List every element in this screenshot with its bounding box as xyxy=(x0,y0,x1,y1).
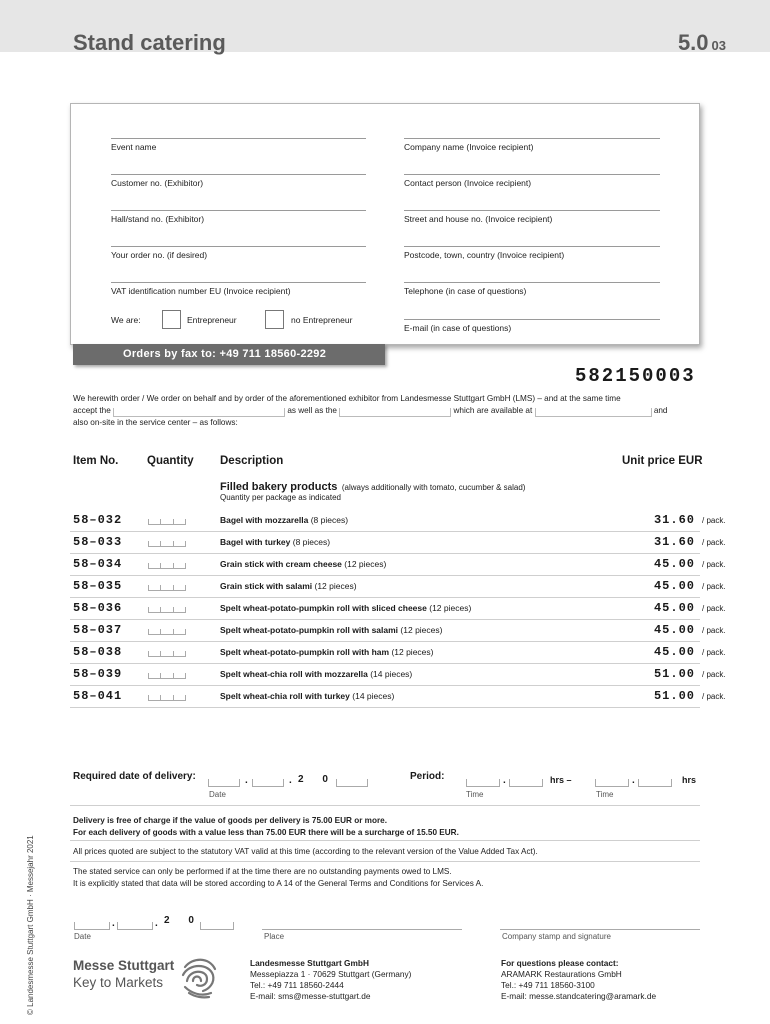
quantity-tick xyxy=(185,585,186,590)
place-line[interactable] xyxy=(262,929,462,930)
product-name: Grain stick with cream cheese xyxy=(220,559,342,569)
vat-note: All prices quoted are subject to the statutory VAT valid at this time (according to the relevant version of the Value Added Tax Act). xyxy=(73,847,538,856)
product-description xyxy=(220,537,330,547)
field-label: Hall/stand no. (Exhibitor) xyxy=(111,214,205,224)
price-unit: / pack. xyxy=(702,538,726,547)
intro-paragraph xyxy=(73,393,703,429)
row-divider xyxy=(70,531,700,532)
section-number xyxy=(678,30,726,56)
price-unit: / pack. xyxy=(702,648,726,657)
fax-text: Orders by fax to: +49 711 18560-2292 xyxy=(123,348,327,360)
stamp-line[interactable] xyxy=(500,929,700,930)
field-customer-no[interactable] xyxy=(111,174,366,188)
field-telephone[interactable] xyxy=(404,282,660,296)
company-email[interactable]: E-mail: sms@messe-stuttgart.de xyxy=(250,991,371,1001)
quantity-tick xyxy=(185,629,186,634)
field-contact-person[interactable] xyxy=(404,174,660,188)
quantity-tick xyxy=(148,541,149,546)
group-sub: Quantity per package as indicated xyxy=(220,493,341,502)
quantity-tick xyxy=(160,519,161,524)
quantity-tick xyxy=(148,651,149,656)
quantity-input[interactable] xyxy=(148,518,186,525)
field-label: Postcode, town, country (Invoice recipient) xyxy=(404,250,565,260)
as-well-text: as well as the xyxy=(287,406,337,415)
questions-tel: Tel.: +49 711 18560-3100 xyxy=(501,980,595,990)
place-label: Place xyxy=(264,932,285,941)
col-quantity: Quantity xyxy=(147,455,194,467)
signature-year-prefix: 2 0 xyxy=(164,915,202,926)
section-main: 5.0 xyxy=(677,30,709,55)
terms-blank-1[interactable] xyxy=(113,408,285,417)
price-unit: / pack. xyxy=(702,670,726,679)
quantity-tick xyxy=(148,695,149,700)
field-street[interactable] xyxy=(404,210,660,224)
accept-text: accept the xyxy=(73,406,111,415)
item-number: 58–033 xyxy=(73,535,123,549)
delivery-day-input[interactable] xyxy=(208,779,240,787)
product-pieces: (12 pieces) xyxy=(314,581,357,591)
product-pieces: (14 pieces) xyxy=(370,669,413,679)
col-unit-price: Unit price EUR xyxy=(622,455,703,467)
col-item-no: Item No. xyxy=(73,455,119,467)
divider xyxy=(70,861,700,862)
delivery-date-label: Required date of delivery: xyxy=(73,771,196,782)
quantity-tick xyxy=(160,607,161,612)
service-note xyxy=(73,866,483,890)
quantity-input[interactable] xyxy=(148,650,186,657)
field-postcode[interactable] xyxy=(404,246,660,260)
quantity-tick xyxy=(148,673,149,678)
service-line-2: It is explicitly stated that data will be stored according to A 14 of the General Terms and Conditions for Services A. xyxy=(73,879,484,888)
period-label: Period: xyxy=(410,771,445,782)
price-unit: / pack. xyxy=(702,626,726,635)
date-label: Date xyxy=(209,790,226,799)
item-number: 58–032 xyxy=(73,513,123,527)
quantity-tick xyxy=(148,629,149,634)
quantity-tick xyxy=(160,541,161,546)
page-title: Stand catering xyxy=(73,30,226,55)
row-divider xyxy=(70,597,700,598)
price-unit: / pack. xyxy=(702,692,726,701)
price-unit: / pack. xyxy=(702,516,726,525)
company-addr: Messepiazza 1 · 70629 Stuttgart (Germany) xyxy=(250,969,412,979)
product-description xyxy=(220,625,442,635)
unit-price: 45.00 xyxy=(653,623,695,637)
unit-price: 51.00 xyxy=(653,689,695,703)
period-start-min[interactable] xyxy=(509,779,543,787)
product-name: Bagel with mozzarella xyxy=(220,515,309,525)
signature-year-input[interactable] xyxy=(200,922,234,930)
row-divider xyxy=(70,619,700,620)
unit-price: 51.00 xyxy=(653,667,695,681)
questions-email[interactable]: E-mail: messe.standcatering@aramark.de xyxy=(501,991,657,1001)
service-line-1: The stated service can only be performed if at the time there are no outstanding payments owed to LMS. xyxy=(73,867,452,876)
quantity-tick xyxy=(185,519,186,524)
field-label: Contact person (Invoice recipient) xyxy=(404,178,532,188)
intro-line-2 xyxy=(73,405,703,417)
quantity-tick xyxy=(185,695,186,700)
product-description xyxy=(220,669,412,679)
unit-price: 45.00 xyxy=(653,557,695,571)
unit-price: 31.60 xyxy=(653,513,695,527)
signature-month-input[interactable] xyxy=(117,922,153,930)
item-number: 58–041 xyxy=(73,689,123,703)
section-sub: 03 xyxy=(711,38,726,53)
field-vat-id[interactable] xyxy=(111,282,366,296)
product-name: Bagel with turkey xyxy=(220,537,291,547)
product-name: Grain stick with salami xyxy=(220,581,313,591)
company-address xyxy=(250,958,411,1002)
group-note: (always additionally with tomato, cucumber & salad) xyxy=(341,483,526,492)
quantity-input[interactable] xyxy=(148,584,186,591)
field-company-name[interactable] xyxy=(404,138,660,152)
divider xyxy=(70,805,700,806)
hrs-dash: hrs – xyxy=(550,775,572,785)
divider xyxy=(70,840,700,841)
field-email[interactable] xyxy=(404,319,660,333)
field-label: Telephone (in case of questions) xyxy=(404,286,527,296)
quantity-tick xyxy=(148,563,149,568)
quantity-tick xyxy=(160,695,161,700)
company-tel: Tel.: +49 711 18560-2444 xyxy=(250,980,344,990)
product-description xyxy=(220,691,394,701)
questions-company: ARAMARK Restaurations GmbH xyxy=(501,969,622,979)
field-label: Your order no. (if desired) xyxy=(111,250,208,260)
item-number: 58–035 xyxy=(73,579,123,593)
delivery-year-prefix: 2 0 xyxy=(298,774,336,785)
entrepreneur-checkbox[interactable] xyxy=(162,310,181,329)
col-description: Description xyxy=(220,455,284,467)
quantity-tick xyxy=(160,673,161,678)
item-number: 58–036 xyxy=(73,601,123,615)
product-pieces: (12 pieces) xyxy=(429,603,472,613)
no-entrepreneur-label: no Entrepreneur xyxy=(291,315,353,325)
item-number: 58–038 xyxy=(73,645,123,659)
terms-blank-3[interactable] xyxy=(535,408,652,417)
product-name: Spelt wheat-potato-pumpkin roll with salami xyxy=(220,625,399,635)
quantity-tick xyxy=(173,585,174,590)
field-label: Customer no. (Exhibitor) xyxy=(111,178,204,188)
and-text: and xyxy=(653,406,668,415)
product-name: Spelt wheat-potato-pumpkin roll with ham xyxy=(220,647,390,657)
available-text: which are available at xyxy=(453,406,533,415)
no-entrepreneur-checkbox[interactable] xyxy=(265,310,284,329)
unit-price: 45.00 xyxy=(653,601,695,615)
quantity-tick xyxy=(173,673,174,678)
intro-line-3: also on-site in the service center – as follows: xyxy=(73,418,238,427)
row-divider xyxy=(70,707,700,708)
period-start-hour[interactable] xyxy=(466,779,500,787)
row-divider xyxy=(70,685,700,686)
product-description xyxy=(220,581,357,591)
field-label: Company name (Invoice recipient) xyxy=(404,142,534,152)
we-are-label: We are: xyxy=(111,315,141,325)
unit-price: 45.00 xyxy=(653,579,695,593)
product-description xyxy=(220,647,434,657)
quantity-input[interactable] xyxy=(148,694,186,701)
product-name: Spelt wheat-chia roll with turkey xyxy=(220,691,350,701)
form-number: 582150003 xyxy=(575,365,696,387)
quantity-tick xyxy=(148,607,149,612)
brand-logo-text xyxy=(73,958,174,990)
quantity-tick xyxy=(173,629,174,634)
field-label: Street and house no. (Invoice recipient) xyxy=(404,214,553,224)
time-label-end: Time xyxy=(596,790,614,799)
unit-price: 45.00 xyxy=(653,645,695,659)
quantity-input[interactable] xyxy=(148,540,186,547)
row-divider xyxy=(70,663,700,664)
questions-contact xyxy=(501,958,656,1002)
product-pieces: (8 pieces) xyxy=(310,515,349,525)
company-name: Landesmesse Stuttgart GmbH xyxy=(250,958,369,968)
quantity-tick xyxy=(185,651,186,656)
entrepreneur-label: Entrepreneur xyxy=(187,315,237,325)
product-description xyxy=(220,603,471,613)
field-label: E-mail (in case of questions) xyxy=(404,323,512,333)
quantity-tick xyxy=(173,541,174,546)
quantity-tick xyxy=(160,629,161,634)
product-description xyxy=(220,515,348,525)
brand-tagline: Key to Markets xyxy=(73,975,164,990)
quantity-input[interactable] xyxy=(148,562,186,569)
period-end-min[interactable] xyxy=(638,779,672,787)
field-label: Event name xyxy=(111,142,157,152)
stamp-label: Company stamp and signature xyxy=(502,932,611,941)
quantity-tick xyxy=(185,541,186,546)
delivery-year-input[interactable] xyxy=(336,779,368,787)
quantity-tick xyxy=(185,607,186,612)
quantity-tick xyxy=(185,673,186,678)
period-end-hour[interactable] xyxy=(595,779,629,787)
fingerprint-logo-icon xyxy=(179,955,219,999)
quantity-input[interactable] xyxy=(148,606,186,613)
item-number: 58–039 xyxy=(73,667,123,681)
field-hall-stand[interactable] xyxy=(111,210,366,224)
delivery-note xyxy=(73,815,459,839)
product-pieces: (14 pieces) xyxy=(352,691,395,701)
product-pieces: (12 pieces) xyxy=(391,647,434,657)
order-form-box xyxy=(70,103,700,345)
intro-line-1: We herewith order / We order on behalf and by order of the aforementioned exhibitor from Landesmesse Stuttgart GmbH (LMS) – and at the same time xyxy=(73,394,621,403)
time-label-start: Time xyxy=(466,790,484,799)
product-pieces: (8 pieces) xyxy=(292,537,331,547)
delivery-month-input[interactable] xyxy=(252,779,284,787)
quantity-tick xyxy=(173,519,174,524)
unit-price: 31.60 xyxy=(653,535,695,549)
fax-banner xyxy=(73,344,385,365)
product-pieces: (12 pieces) xyxy=(344,559,387,569)
item-number: 58–034 xyxy=(73,557,123,571)
group-title: Filled bakery products xyxy=(220,481,338,493)
signature-date-label: Date xyxy=(74,932,91,941)
price-unit: / pack. xyxy=(702,560,726,569)
quantity-tick xyxy=(160,651,161,656)
price-unit: / pack. xyxy=(702,582,726,591)
quantity-tick xyxy=(160,563,161,568)
field-order-no[interactable] xyxy=(111,246,366,260)
quantity-tick xyxy=(148,519,149,524)
quantity-tick xyxy=(148,585,149,590)
hrs-label: hrs xyxy=(682,775,697,785)
product-description xyxy=(220,559,386,569)
product-name: Spelt wheat-chia roll with mozzarella xyxy=(220,669,368,679)
quantity-tick xyxy=(173,607,174,612)
field-event-name[interactable] xyxy=(111,138,366,152)
brand-name: Messe Stuttgart xyxy=(73,958,175,973)
quantity-tick xyxy=(173,563,174,568)
terms-blank-2[interactable] xyxy=(339,408,451,417)
quantity-input[interactable] xyxy=(148,672,186,679)
product-name: Spelt wheat-potato-pumpkin roll with sliced cheese xyxy=(220,603,427,613)
price-unit: / pack. xyxy=(702,604,726,613)
row-divider xyxy=(70,641,700,642)
note-bold-1: Delivery is free of charge if the value of goods per delivery is 75.00 EUR or more. xyxy=(73,816,387,825)
copyright-vertical: © Landesmesse Stuttgart GmbH · Messejahr 2021 xyxy=(26,835,35,1015)
quantity-input[interactable] xyxy=(148,628,186,635)
product-pieces: (12 pieces) xyxy=(400,625,443,635)
note-bold-2: For each delivery of goods with a value less than 75.00 EUR there will be a surcharge of 15.50 EUR. xyxy=(73,828,459,837)
quantity-tick xyxy=(173,695,174,700)
row-divider xyxy=(70,575,700,576)
item-number: 58–037 xyxy=(73,623,123,637)
quantity-tick xyxy=(173,651,174,656)
quantity-tick xyxy=(185,563,186,568)
signature-day-input[interactable] xyxy=(74,922,110,930)
row-divider xyxy=(70,553,700,554)
questions-title: For questions please contact: xyxy=(501,958,619,968)
quantity-tick xyxy=(160,585,161,590)
field-label: VAT identification number EU (Invoice recipient) xyxy=(111,286,291,296)
